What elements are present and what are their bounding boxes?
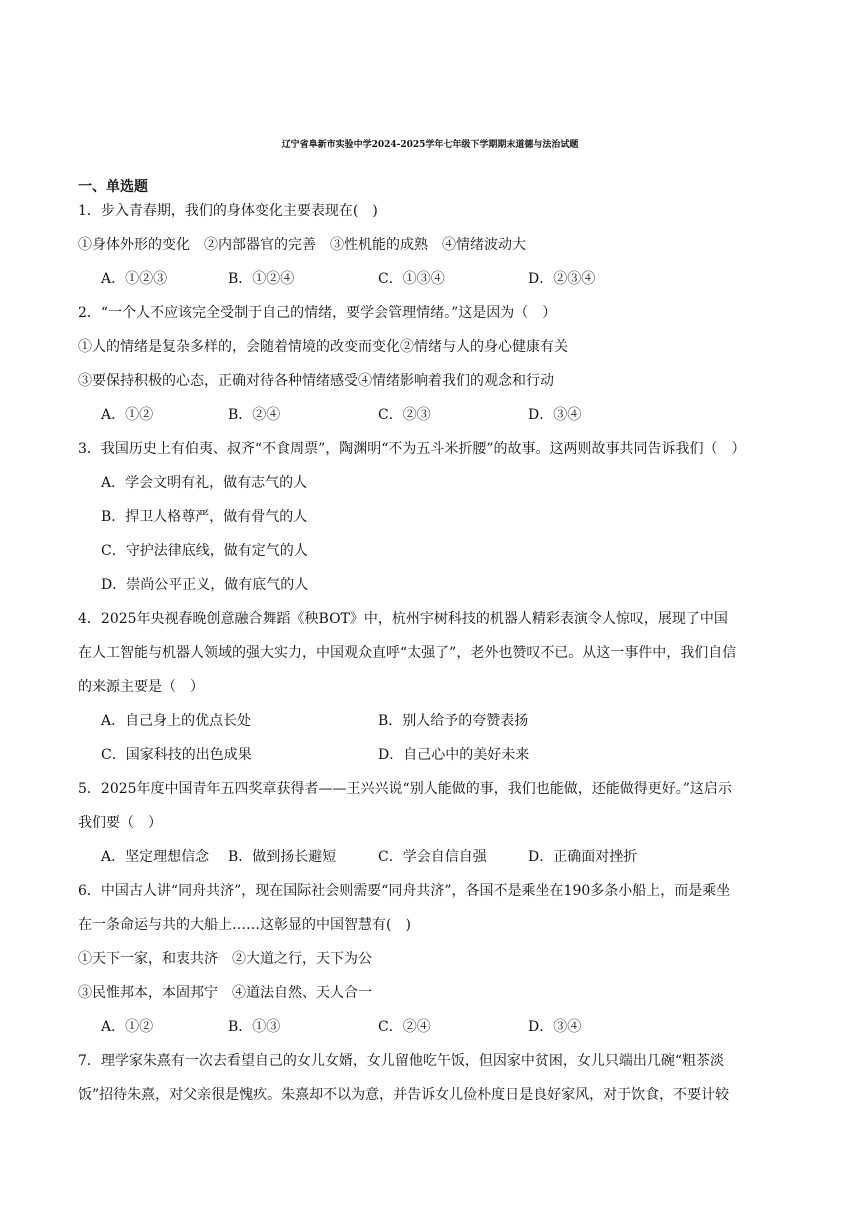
question-5-option-b[interactable]: B．做到扬长避短 bbox=[228, 849, 337, 865]
question-1-option-a[interactable]: A．①②③ bbox=[101, 271, 168, 287]
question-6-stem-line-1: 6．中国古人讲“同舟共济”，现在国际社会则需要“同舟共济”，各国不是乘坐在190多条小船上，而是乘坐 bbox=[78, 883, 731, 899]
question-4-option-b[interactable]: B．别人给予的夸赞表扬 bbox=[378, 713, 529, 729]
question-6-option-b[interactable]: B．①③ bbox=[228, 1019, 281, 1035]
question-6-option-a[interactable]: A．①② bbox=[101, 1019, 154, 1035]
question-6-stem-line-2: 在一条命运与共的大船上……这彰显的中国智慧有( ) bbox=[78, 917, 411, 933]
question-2-option-c[interactable]: C．②③ bbox=[378, 407, 431, 423]
question-3-option-a[interactable]: A．学会文明有礼，做有志气的人 bbox=[101, 475, 308, 491]
question-5-option-a[interactable]: A．坚定理想信念 bbox=[101, 849, 210, 865]
question-1-option-b[interactable]: B．①②④ bbox=[228, 271, 295, 287]
question-2-stem: 2．“一个人不应该完全受制于自己的情绪，要学会管理情绪。”这是因为（ ） bbox=[78, 305, 557, 321]
question-5-stem-line-2: 我们要（ ） bbox=[78, 815, 162, 831]
page-title: 辽宁省阜新市实验中学2024-2025学年七年级下学期期末道德与法治试题 bbox=[281, 140, 579, 150]
question-4-option-a[interactable]: A．自己身上的优点长处 bbox=[101, 713, 252, 729]
question-5-stem-line-1: 5．2025年度中国青年五四奖章获得者——王兴兴说“别人能做的事，我们也能做，还能做得更好。”这启示 bbox=[78, 781, 732, 797]
question-4-option-c[interactable]: C．国家科技的出色成果 bbox=[101, 747, 252, 763]
question-1-option-c[interactable]: C．①③④ bbox=[378, 271, 445, 287]
question-6-statements-1: ①天下一家，和衷共济 ②大道之行，天下为公 bbox=[78, 951, 372, 967]
question-6-option-d[interactable]: D．③④ bbox=[528, 1019, 582, 1035]
question-1-option-d[interactable]: D．②③④ bbox=[528, 271, 596, 287]
question-4-stem-line-1: 4．2025年央视春晚创意融合舞蹈《秧BOT》中，杭州宇树科技的机器人精彩表演令人惊叹，展现了中国 bbox=[78, 611, 728, 627]
question-6-option-c[interactable]: C．②④ bbox=[378, 1019, 431, 1035]
question-7-stem-line-2: 饭”招待朱熹，对父亲很是愧疚。朱熹却不以为意，并告诉女儿俭朴度日是良好家风，对于饮食，不要计较 bbox=[78, 1087, 730, 1103]
question-4-option-d[interactable]: D．自己心中的美好未来 bbox=[378, 747, 530, 763]
question-3-option-b[interactable]: B．捍卫人格尊严，做有骨气的人 bbox=[101, 509, 308, 525]
question-3-stem: 3．我国历史上有伯夷、叔齐“不食周票”，陶渊明“不为五斗米折腰”的故事。这两则故事共同告诉我们（ ） bbox=[78, 441, 746, 457]
question-7-stem-line-1: 7．理学家朱熹有一次去看望自己的女儿女婿，女儿留他吃午饭，但因家中贫困，女儿只端出几碗“粗茶淡 bbox=[78, 1053, 725, 1069]
question-5-option-c[interactable]: C．学会自信自强 bbox=[378, 849, 487, 865]
question-2-statements-2: ③要保持积极的心态，正确对待各种情绪感受④情绪影响着我们的观念和行动 bbox=[78, 373, 554, 389]
question-1-stem: 1．步入青春期，我们的身体变化主要表现在( ) bbox=[78, 203, 378, 219]
question-2-statements-1: ①人的情绪是复杂多样的，会随着情境的改变而变化②情绪与人的身心健康有关 bbox=[78, 339, 568, 355]
question-3-option-d[interactable]: D．崇尚公平正义，做有底气的人 bbox=[101, 577, 309, 593]
question-3-option-c[interactable]: C．守护法律底线，做有定气的人 bbox=[101, 543, 308, 559]
question-2-option-a[interactable]: A．①② bbox=[101, 407, 154, 423]
section-heading: 一、单选题 bbox=[78, 179, 148, 195]
question-4-stem-line-3: 的来源主要是（ ） bbox=[78, 679, 204, 695]
question-1-statements: ①身体外形的变化 ②内部器官的完善 ③性机能的成熟 ④情绪波动大 bbox=[78, 237, 526, 253]
question-4-stem-line-2: 在人工智能与机器人领域的强大实力，中国观众直呼“太强了”，老外也赞叹不已。从这一事件中，我们自信 bbox=[78, 645, 737, 661]
question-5-option-d[interactable]: D．正确面对挫折 bbox=[528, 849, 638, 865]
question-2-option-b[interactable]: B．②④ bbox=[228, 407, 281, 423]
question-2-option-d[interactable]: D．③④ bbox=[528, 407, 582, 423]
question-6-statements-2: ③民惟邦本，本固邦宁 ④道法自然、天人合一 bbox=[78, 985, 372, 1001]
